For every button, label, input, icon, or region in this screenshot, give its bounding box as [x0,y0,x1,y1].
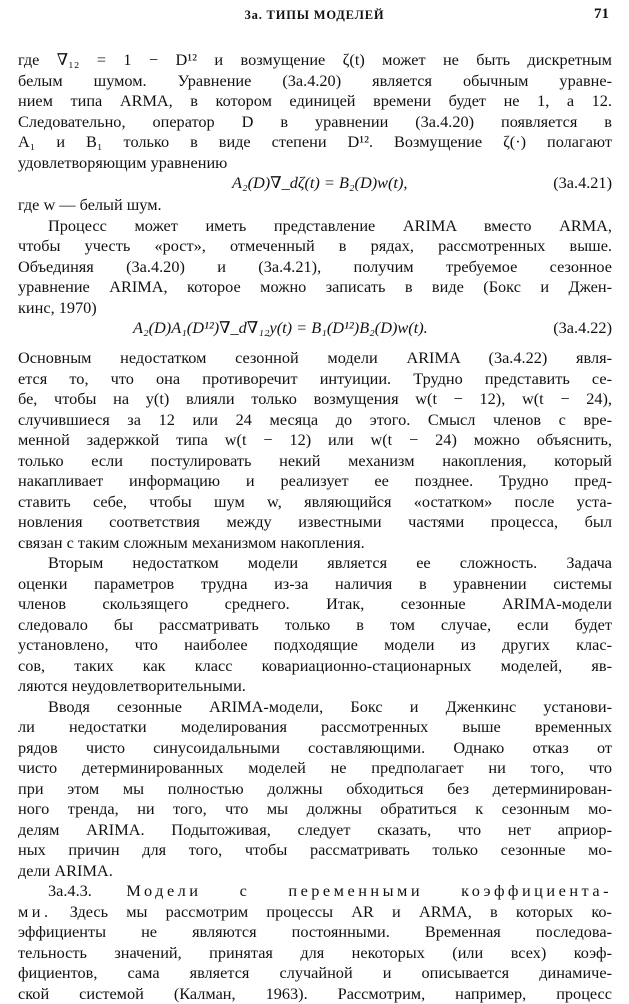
text-line: новления соответствия между известными частями процесса, был [18,512,612,533]
text-line [18,902,612,923]
text-line: чисто детерминированных моделей не предполагает ни того, что [18,758,612,779]
text-line: удовлетворяющим уравнению [18,153,612,174]
paragraph-2 [18,216,612,319]
equation-3a-4-21 [18,173,612,195]
equation-formula: A₂(D)A₁(D¹²)∇_d∇₁₂y(t) = B₁(D¹²)B₂(D)w(t). [133,318,428,339]
text-line: A₁ и B₁ только в виде степени D¹². Возмущение ζ(·) полагают [18,132,612,153]
section-number: 3а.4.3. [48,881,92,900]
page-number: 71 [594,6,609,23]
section-heading-line [18,881,612,902]
equation-number: (3а.4.22) [553,318,612,339]
text-line: тельность значений, принятая для некоторых (или всех) коэф- [18,943,612,964]
text-line: Следовательно, оператор D в уравнении (3а.4.20) появляется в [18,112,612,133]
text-line: Процесс может иметь представление ARIMA вместо ARMA, [18,216,612,237]
text-line: эффициенты не являются постоянными. Временная последова- [18,922,612,943]
equation-number: (3а.4.21) [553,173,612,194]
text-line: Объединяя (3а.4.20) и (3а.4.21), получим требуемое сезонное [18,257,612,278]
text-line: сов, таких как класс ковариационно-стационарных моделей, яв- [18,656,612,677]
text-line: уравнение ARIMA, которое можно записать в виде (Бокс и Джен- [18,277,612,298]
text-line: при этом мы полностью должны обходиться без детерминирован- [18,779,612,800]
text-line: где w — белый шум. [18,195,612,216]
page-header [0,8,629,30]
text-line: нием типа ARMA, в котором единицей времени будет не 1, а 12. [18,91,612,112]
text-line: ного тренда, ни того, что мы должны обратиться к сезонным мо- [18,799,612,820]
text-line: связан с таким сложным механизмом накопления. [18,533,612,554]
text-line: чтобы учесть «рост», отмеченный в рядах, рассмотренных выше. [18,236,612,257]
text-line: Вторым недостатком модели является ее сложность. Задача [18,553,612,574]
section-3a-4-3 [18,881,612,1004]
text-line: ется то, что она противоречит интуиции. Трудно представить се- [18,369,612,390]
equation-formula: A₂(D)∇_dζ(t) = B₂(D)w(t), [232,173,407,194]
text-line: членов скользящего среднего. Итак, сезонные ARIMA-модели [18,594,612,615]
section-title-continuation: ми. [18,902,52,921]
paragraph-1 [18,50,612,173]
text-line: Основным недостатком сезонной модели ARIMA (3а.4.22) явля- [18,348,612,369]
text-line: делям ARIMA. Подытоживая, следует сказать, что нет априор- [18,820,612,841]
page-body [18,50,612,1004]
text-line: фициентов, сама является случайной и описывается динамиче- [18,963,612,984]
text-line: Вводя сезонные ARIMA-модели, Бокс и Дженкинс установи- [18,697,612,718]
text-line: ных причин для того, чтобы рассматривать только сезонные мо- [18,840,612,861]
text-line: ставить себе, чтобы шум w, являющийся «остатком» после уста- [18,492,612,513]
text-line: установлено, что наиболее подходящие модели из других клас- [18,635,612,656]
text-line: только если постулировать некий механизм накопления, который [18,451,612,472]
text-line: рядов чисто синусоидальными составляющими. Однако отказ от [18,738,612,759]
text-line: дели ARIMA. [18,861,612,882]
text-line: ской системой (Калман, 1963). Рассмотрим, например, процесс [18,984,612,1004]
text-line: накапливает информацию и реализует ее позднее. Трудно пред- [18,471,612,492]
text-line: кинс, 1970) [18,298,612,319]
section-text: Здесь мы рассмотрим процессы AR и ARMA, в которых ко- [70,902,612,921]
text-line: оценки параметров трудна из-за наличия в уравнении системы [18,574,612,595]
text-line: белым шумом. Уравнение (3а.4.20) является обычным уравне- [18,71,612,92]
text-line: ли недостатки моделирования рассмотренных выше временных [18,717,612,738]
running-title: 3а. ТИПЫ МОДЕЛЕЙ [0,8,629,23]
text-line: бе, чтобы на y(t) влияли только возмущения w(t − 12), w(t − 24), [18,389,612,410]
paragraph-3 [18,348,612,553]
text-line: ляются неудовлетворительными. [18,676,612,697]
text-line: менной задержкой типа w(t − 12) или w(t − 24) можно объяснить, [18,430,612,451]
equation-3a-4-22 [18,318,612,340]
paragraph-5 [18,697,612,882]
text-line: где ∇₁₂ = 1 − D¹² и возмущение ζ(t) может не быть дискретным [18,50,612,71]
text-line: следовало бы рассматривать только в том случае, если будет [18,615,612,636]
paragraph-4 [18,553,612,697]
text-line: случившиеся за 12 или 24 месяца до этого. Смысл членов с вре- [18,410,612,431]
section-title: Модели с переменными коэффициента- [126,881,612,900]
